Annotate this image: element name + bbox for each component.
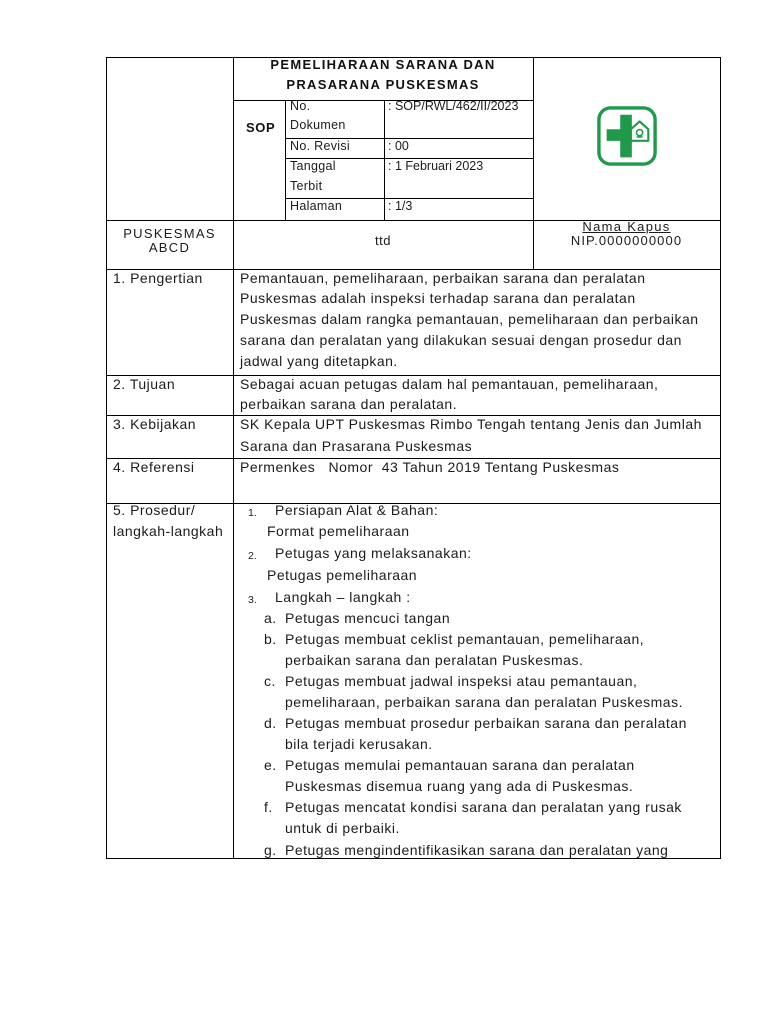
step-title: Petugas yang melaksanakan: [275,545,472,561]
substep-letter: d. [264,715,277,731]
section-text: Puskesmas adalah inspeksi terhadap sarana dan peralatan [240,290,636,306]
organization-name: PUSKESMAS [123,226,216,241]
section-text: Sarana dan Prasarana Puskesmas [240,438,473,454]
table-rule [285,100,286,221]
step-number: 1. [248,507,257,519]
document-number: : SOP/RWL/462/II/2023 [388,99,519,113]
meta-label: Dokumen [290,118,346,132]
meta-label: Terbit [290,179,323,193]
table-rule [384,100,385,221]
substep-text: pemeliharaan, perbaikan sarana dan peralatan Puskesmas. [285,694,683,710]
section-text: perbaikan sarana dan peralatan. [240,396,458,412]
substep-letter: e. [264,757,277,773]
section-label: 2. Tujuan [113,376,176,392]
step-number: 3. [248,594,257,606]
page-number: : 1/3 [388,199,413,213]
table-rule [720,57,721,859]
step-title: Langkah – langkah : [275,589,411,605]
substep-text: Petugas membuat ceklist pemantauan, pemeliharaan, [285,631,645,647]
head-name: Nama Kapus [582,219,671,234]
step-title: Persiapan Alat & Bahan: [275,502,439,518]
section-text: Pemantauan, pemeliharaan, perbaikan sarana dan peralatan [240,270,646,286]
table-rule [106,858,721,859]
section-label: langkah-langkah [113,523,224,539]
section-label: 4. Referensi [113,459,195,475]
organization-name: ABCD [148,240,191,255]
document-title: PRASARANA PUSKESMAS [286,77,480,92]
substep-text: untuk di perbaiki. [285,820,400,836]
meta-label: Halaman [290,199,343,213]
substep-text: Petugas memulai pemantauan sarana dan peralatan [285,757,635,773]
table-rule [233,57,234,859]
substep-letter: f. [264,799,273,815]
section-text: SK Kepala UPT Puskesmas Rimbo Tengah tentang Jenis dan Jumlah [240,416,702,432]
signature: ttd [375,233,391,248]
section-text: jadwal yang ditetapkan. [240,353,398,369]
sop-label: SOP [246,120,276,135]
substep-text: Petugas mengindentifikasikan sarana dan peralatan yang [285,842,669,858]
substep-text: Petugas membuat jadwal inspeksi atau pemantauan, [285,673,638,689]
step-detail: Petugas pemeliharaan [267,567,418,583]
meta-label: No. Revisi [290,139,350,153]
substep-text: Petugas mencuci tangan [285,610,451,626]
section-label: 3. Kebijakan [113,416,197,432]
substep-letter: b. [264,631,277,647]
substep-text: Puskesmas disemua ruang yang ada di Puskesmas. [285,778,634,794]
revision-number: : 00 [388,139,409,153]
step-detail: Format pemeliharaan [267,523,410,539]
section-label: 1. Pengertian [113,270,203,286]
step-number: 2. [248,550,257,562]
substep-letter: a. [264,610,277,626]
substep-text: Petugas membuat prosedur perbaikan sarana dan peralatan [285,715,687,731]
section-text: Permenkes Nomor 43 Tahun 2019 Tentang Puskesmas [240,459,620,475]
substep-letter: c. [264,673,276,689]
head-nip: NIP.0000000000 [570,233,683,248]
substep-letter: g. [264,842,277,858]
meta-label: Tanggal [290,159,336,173]
puskesmas-logo-icon [596,105,658,167]
issue-date: : 1 Februari 2023 [388,159,484,173]
substep-text: Petugas mencatat kondisi sarana dan peralatan yang rusak [285,799,682,815]
table-rule [106,57,107,859]
section-text: Puskesmas dalam rangka pemantauan, pemeliharaan dan perbaikan [240,311,699,327]
substep-text: bila terjadi kerusakan. [285,736,433,752]
section-text: sarana dan peralatan yang dilakukan sesuai dengan prosedur dan [240,332,682,348]
document-title: PEMELIHARAAN SARANA DAN [270,57,496,72]
section-text: Sebagai acuan petugas dalam hal pemantauan, pemeliharaan, [240,376,659,392]
meta-label: No. [290,99,311,113]
section-label: 5. Prosedur/ [113,502,196,518]
substep-text: perbaikan sarana dan peralatan Puskesmas. [285,652,584,668]
